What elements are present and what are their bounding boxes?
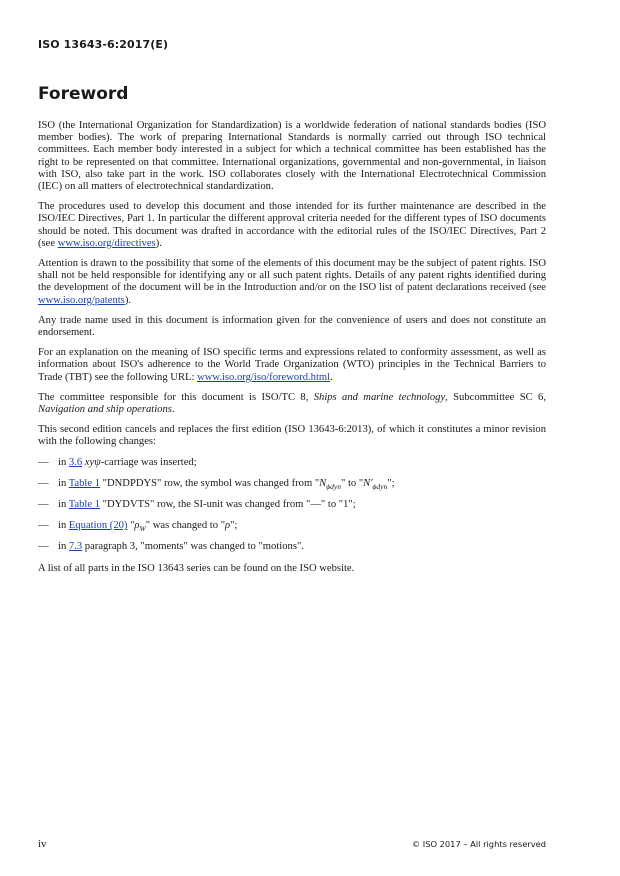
change-text: "DYDVTS" row, the SI-unit was changed from "—" to "1"; — [100, 499, 356, 511]
directives-link[interactable]: www.iso.org/directives — [57, 237, 156, 249]
paragraph-conformity — [38, 347, 546, 384]
paragraph-conformity-text: For an explanation on the meaning of ISO specific terms and expressions related to conformity assessment, as well as information about ISO's adherence to the World Trade Organization (WTO) principles in the Technical Barriers to Trade (TBT) see the following URL: — [38, 347, 546, 383]
page-title: Foreword — [38, 84, 129, 104]
paragraph-committee-end: . — [171, 404, 175, 416]
list-dash: — — [38, 477, 49, 489]
foreword-content — [38, 120, 546, 583]
change-text: " to " — [340, 477, 364, 489]
paragraph-patents — [38, 258, 546, 307]
change-text: in — [58, 477, 69, 489]
change-symbol: xyψ — [84, 456, 101, 468]
paragraph-conformity-end: . — [330, 371, 333, 383]
paragraph-committee-mid: , Subcommittee SC 6, — [445, 391, 546, 403]
paragraph-procedures-text: The procedures used to develop this document and those intended for its further maintenance are described in the ISO/IEC Directives, Part 1. In particular the different approval criteria needed for the different types of ISO documents should be noted. This document was drafted in accordance with the editorial rules of the ISO/IEC Directives, Part 2 (see — [38, 201, 546, 249]
document-id: ISO 13643-6:2017(E) — [38, 38, 169, 51]
change-text: in — [58, 499, 69, 511]
paragraph-procedures-end: ). — [155, 237, 162, 249]
change-text: "DNDPDYS" row, the symbol was changed from " — [100, 477, 320, 489]
paragraph-trade-name: Any trade name used in this document is information given for the convenience of users and does not constitute an endorsement. — [38, 314, 546, 339]
clause-7-3-link[interactable]: 7.3 — [68, 541, 83, 553]
change-item — [38, 541, 546, 553]
change-text: "; — [230, 520, 238, 532]
foreword-url-link[interactable]: www.iso.org/iso/foreword.html — [197, 371, 331, 383]
paragraph-edition: This second edition cancels and replaces the first edition (ISO 13643-6:2013), of which it constitutes a minor revision with the following changes: — [38, 424, 546, 448]
paragraph-series: A list of all parts in the ISO 13643 series can be found on the ISO website. — [38, 562, 355, 574]
list-dash: — — [38, 499, 49, 511]
copyright-notice: © ISO 2017 – All rights reserved — [411, 839, 546, 849]
equation-20-link[interactable]: Equation (20) — [68, 520, 128, 532]
list-dash: — — [38, 456, 49, 468]
change-text: in — [58, 456, 69, 468]
change-subscript: ϕdyn — [372, 481, 388, 491]
paragraph-committee — [38, 392, 546, 416]
change-symbol: N — [319, 477, 327, 489]
change-item — [38, 478, 546, 490]
subcommittee-name: Navigation and ship operations — [38, 404, 172, 416]
change-item — [38, 457, 546, 469]
change-text: " — [127, 520, 135, 532]
paragraph-patents-text: Attention is drawn to the possibility that some of the elements of this document may be the subject of patent rights. ISO shall not be held responsible for identifying any or all such patent rights. Details of any patent rights identified during the development of the document will be in the Introduction and/or on the ISO list of patent declarations received (see — [38, 258, 546, 294]
change-item — [38, 520, 546, 532]
change-text: in — [58, 520, 69, 532]
change-text: -carriage was inserted; — [100, 456, 197, 468]
list-dash: — — [38, 520, 49, 532]
change-symbol: ρ — [225, 520, 231, 532]
paragraph-procedures — [38, 201, 546, 250]
change-subscript: W — [139, 524, 146, 534]
table-1-link[interactable]: Table 1 — [68, 477, 101, 489]
paragraph-committee-text: The committee responsible for this document is ISO/TC 8, — [38, 391, 314, 403]
paragraph-patents-end: ). — [124, 294, 131, 306]
paragraph-iso-overview: ISO (the International Organization for Standardization) is a worldwide federation of national standards bodies (ISO member bodies). The work of preparing International Standards is normally carried out through ISO technical committees. Each member body interested in a subject for which a technical committee has been established has the right to be represented on that committee. International organizations, governmental and non-governmental, in liaison with ISO, also take part in the work. ISO collaborates closely with the International Electrotechnical Commission (IEC) on all matters of electrotechnical standardization. — [38, 120, 546, 193]
clause-3-6-link[interactable]: 3.6 — [68, 456, 83, 468]
committee-name: Ships and marine technology — [313, 391, 446, 403]
change-item — [38, 499, 546, 511]
change-text: paragraph 3, "moments" was changed to "motions". — [82, 541, 304, 553]
list-dash: — — [38, 541, 49, 553]
patents-link[interactable]: www.iso.org/patents — [38, 294, 125, 306]
change-symbol: N′ — [363, 477, 373, 489]
table-1-link[interactable]: Table 1 — [68, 499, 101, 511]
change-subscript: ϕdyn — [326, 481, 341, 491]
change-symbol: ρ — [134, 520, 140, 532]
page-number: iv — [38, 838, 47, 850]
change-text: in — [58, 541, 69, 553]
change-text: " was changed to " — [145, 520, 226, 532]
change-text: "; — [387, 477, 395, 489]
changes-list — [38, 457, 546, 554]
